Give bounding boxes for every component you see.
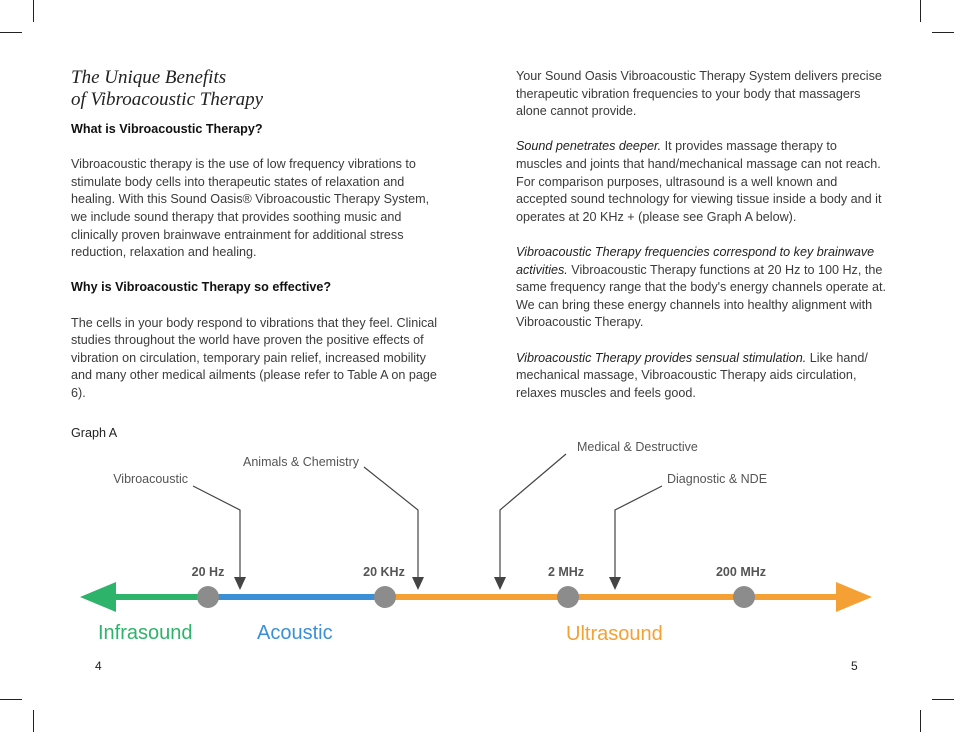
callout-arrowhead	[494, 577, 506, 590]
answer-paragraph-2: The cells in your body respond to vibrations that they feel. Clinical studies throughout the world have proven the positive effects of vibration on circulation, temporary pain relief, increased mobility and many other medical ailments (please refer to Table A on page 6).	[71, 315, 438, 400]
tick-label: 2 MHz	[547, 565, 585, 579]
node-200mhz	[733, 586, 755, 608]
question-heading-1: What is Vibroacoustic Therapy?	[71, 122, 263, 136]
callout-arrowhead	[234, 577, 246, 590]
band-label-infrasound: Infrasound	[98, 622, 193, 644]
band-label-acoustic: Acoustic	[257, 622, 333, 644]
tick-label: 20 KHz	[363, 565, 405, 579]
graph-label: Graph A	[71, 426, 118, 440]
node-20khz	[374, 586, 396, 608]
callout-arrowhead	[609, 577, 621, 590]
callout-medical-destructive	[500, 454, 566, 580]
question-heading-2: Why is Vibroacoustic Therapy so effective?	[71, 280, 332, 295]
infrasound-arrowhead	[80, 582, 116, 612]
callout-label: Vibroacoustic	[113, 472, 188, 486]
section-lead-3: Vibroacoustic Therapy provides sensual stimulation.	[516, 350, 807, 365]
callout-diagnostic-nde	[615, 486, 662, 580]
ultrasound-arrowhead	[836, 582, 872, 612]
tick-label: 20 Hz	[191, 565, 225, 579]
tick-label: 200 MHz	[715, 565, 767, 579]
node-20hz	[197, 586, 219, 608]
section-body-2: Vibroacoustic Therapy functions at 20 Hz to 100 Hz, the same frequency range that the body's energy channels operate at. We can bring these energy channels into healthy alignment with Vibroacoustic Therapy.	[516, 262, 886, 330]
title-line-1: The Unique Benefits	[71, 67, 227, 88]
callout-label: Animals & Chemistry	[243, 455, 359, 469]
section-body-3: Like hand/ mechanical massage, Vibroacoustic Therapy aids circulation, relaxes muscles and feels good.	[516, 350, 868, 400]
callout-animals-chemistry	[364, 467, 418, 580]
band-label-ultrasound: Ultrasound	[566, 623, 663, 645]
callout-arrowhead	[412, 577, 424, 590]
section-lead-1: Sound penetrates deeper.	[516, 139, 662, 154]
intro-paragraph: Your Sound Oasis Vibroacoustic Therapy System delivers precise therapeutic vibration frequencies to your body that massagers alone cannot provide.	[516, 69, 882, 119]
section-lead-2: Vibroacoustic Therapy frequencies correspond to key brainwave activities.	[516, 244, 875, 277]
page-number-right: 5	[851, 659, 858, 673]
callout-label: Medical & Destructive	[577, 440, 698, 454]
answer-paragraph-1: Vibroacoustic therapy is the use of low frequency vibrations to stimulate body cells into therapeutic states of relaxation and healing. With this Sound Oasis® Vibroacoustic Therapy System, we include sound therapy that provides soothing music and clinically proven brainwave entrainment for additional stress reduction, relaxation and healing.	[71, 157, 430, 260]
page-number-left: 4	[95, 659, 102, 673]
callout-label: Diagnostic & NDE	[667, 472, 768, 486]
title-line-2: of Vibroacoustic Therapy	[71, 89, 264, 110]
section-body-1: It provides massage therapy to muscles and joints that hand/mechanical massage can not reach. For comparison purposes, ultrasound is a well known and accepted sound technology for viewing tissue inside a body and it operates at 20 KHz + (please see Graph A below).	[516, 139, 882, 224]
node-2mhz	[557, 586, 579, 608]
